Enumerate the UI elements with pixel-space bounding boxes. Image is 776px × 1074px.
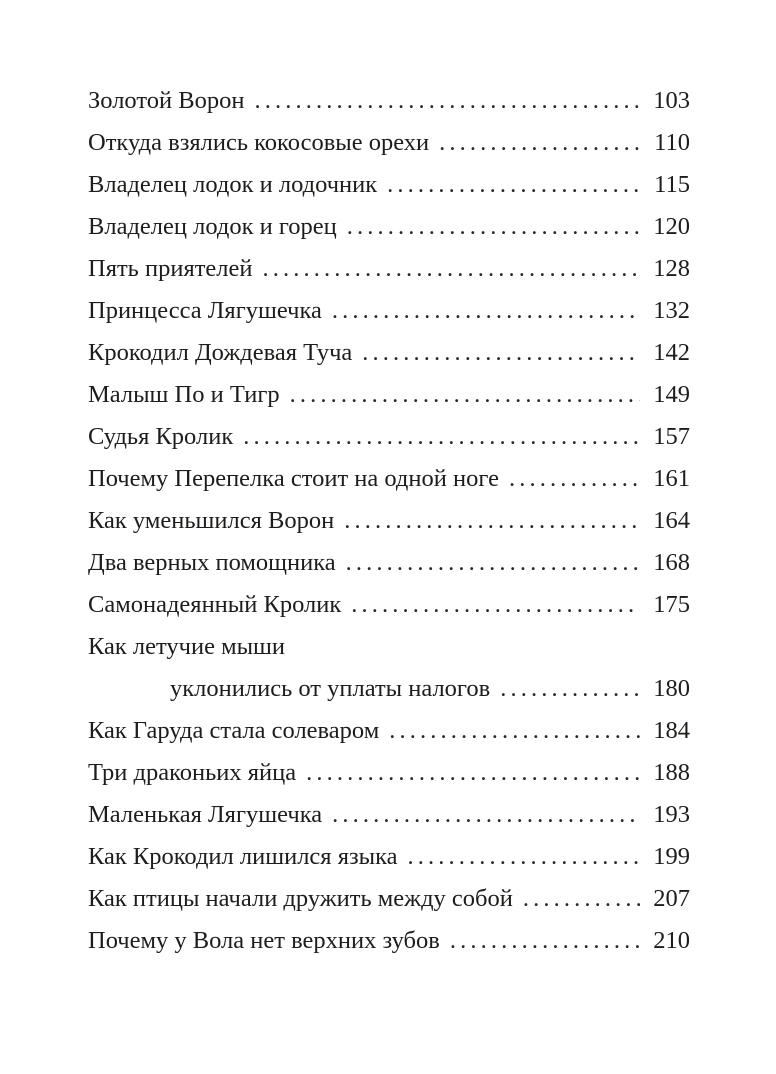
dot-leader bbox=[362, 332, 640, 374]
dot-leader bbox=[509, 458, 640, 500]
toc-entry[interactable] bbox=[88, 836, 690, 878]
dot-leader bbox=[450, 920, 640, 962]
toc-entry-page: 199 bbox=[653, 843, 690, 870]
toc-entry-page: 142 bbox=[653, 339, 690, 366]
toc-entry-title: Малыш По и Тигр bbox=[88, 381, 280, 408]
toc-entry-page: 103 bbox=[653, 87, 690, 114]
toc-entry-page: 120 bbox=[653, 213, 690, 240]
dot-leader bbox=[408, 836, 640, 878]
dot-leader bbox=[389, 710, 640, 752]
toc-entry-title: Откуда взялись кокосовые орехи bbox=[88, 129, 430, 156]
dot-leader bbox=[332, 794, 640, 836]
toc-entry[interactable] bbox=[88, 164, 690, 206]
toc-entry[interactable] bbox=[88, 80, 690, 122]
toc-entry-title: Как летучие мыши bbox=[88, 633, 286, 660]
dot-leader bbox=[254, 80, 640, 122]
toc-entry-title: Пять приятелей bbox=[88, 255, 253, 282]
toc-entry-title: Почему у Вола нет верхних зубов bbox=[88, 927, 440, 954]
toc-entry[interactable] bbox=[88, 332, 690, 374]
toc-entry-title: Принцесса Лягушечка bbox=[88, 297, 322, 324]
toc-entry-title: Самонадеянный Кролик bbox=[88, 591, 342, 618]
toc-entry[interactable] bbox=[88, 248, 690, 290]
toc-entry[interactable] bbox=[88, 206, 690, 248]
toc-entry-page: 164 bbox=[653, 507, 690, 534]
toc-entry-page: 180 bbox=[653, 675, 690, 702]
dot-leader bbox=[290, 374, 640, 416]
toc-entry-title: Владелец лодок и лодочник bbox=[88, 171, 378, 198]
toc-entry-page: 175 bbox=[653, 591, 690, 618]
toc-entry-wrapped-first-line[interactable] bbox=[88, 626, 690, 668]
toc-entry[interactable] bbox=[88, 374, 690, 416]
toc-entry-title-continuation: уклонились от уплаты налогов bbox=[170, 675, 491, 702]
dot-leader bbox=[263, 248, 640, 290]
toc-entry-title: Владелец лодок и горец bbox=[88, 213, 337, 240]
toc-entry-title: Маленькая Лягушечка bbox=[88, 801, 323, 828]
dot-leader bbox=[306, 752, 640, 794]
toc-entry-page: 193 bbox=[653, 801, 690, 828]
toc-entry[interactable] bbox=[88, 752, 690, 794]
toc-entry[interactable] bbox=[88, 290, 690, 332]
toc-entry-title: Почему Перепелка стоит на одной ноге bbox=[88, 465, 499, 492]
toc-entry[interactable] bbox=[88, 584, 690, 626]
toc-entry-wrapped-continuation[interactable] bbox=[88, 668, 690, 710]
dot-leader bbox=[332, 290, 640, 332]
toc-entry-title: Золотой Ворон bbox=[88, 87, 245, 114]
toc-entry[interactable] bbox=[88, 710, 690, 752]
toc-entry-page: 188 bbox=[653, 759, 690, 786]
toc-entry-page: 161 bbox=[653, 465, 690, 492]
dot-leader bbox=[523, 878, 640, 920]
toc-entry-page: 184 bbox=[653, 717, 690, 744]
dot-leader bbox=[347, 206, 640, 248]
toc-entry-page: 110 bbox=[654, 129, 690, 156]
toc-entry-title: Как Гаруда стала солеваром bbox=[88, 717, 380, 744]
toc-entry-page: 157 bbox=[653, 423, 690, 450]
toc-entry[interactable] bbox=[88, 458, 690, 500]
dot-leader bbox=[500, 668, 640, 710]
table-of-contents bbox=[88, 80, 690, 962]
toc-entry[interactable] bbox=[88, 416, 690, 458]
toc-entry[interactable] bbox=[88, 500, 690, 542]
toc-entry-title: Три драконьих яйца bbox=[88, 759, 297, 786]
toc-entry-title: Судья Кролик bbox=[88, 423, 234, 450]
toc-entry[interactable] bbox=[88, 878, 690, 920]
dot-leader bbox=[243, 416, 640, 458]
toc-entry-page: 210 bbox=[653, 927, 690, 954]
dot-leader bbox=[387, 164, 640, 206]
toc-entry-title: Крокодил Дождевая Туча bbox=[88, 339, 353, 366]
toc-entry-title: Как Крокодил лишился языка bbox=[88, 843, 398, 870]
toc-entry[interactable] bbox=[88, 122, 690, 164]
toc-entry[interactable] bbox=[88, 920, 690, 962]
toc-entry-page: 128 bbox=[653, 255, 690, 282]
toc-entry-page: 168 bbox=[653, 549, 690, 576]
toc-entry-title: Как птицы начали дружить между собой bbox=[88, 885, 513, 912]
dot-leader bbox=[346, 542, 640, 584]
dot-leader bbox=[344, 500, 640, 542]
toc-entry[interactable] bbox=[88, 542, 690, 584]
dot-leader bbox=[439, 122, 640, 164]
toc-entry-title: Как уменьшился Ворон bbox=[88, 507, 335, 534]
toc-entry[interactable] bbox=[88, 794, 690, 836]
dot-leader bbox=[351, 584, 640, 626]
toc-entry-page: 207 bbox=[653, 885, 690, 912]
toc-entry-title: Два верных помощника bbox=[88, 549, 336, 576]
toc-entry-page: 149 bbox=[653, 381, 690, 408]
toc-entry-page: 132 bbox=[653, 297, 690, 324]
toc-entry-page: 115 bbox=[654, 171, 690, 198]
